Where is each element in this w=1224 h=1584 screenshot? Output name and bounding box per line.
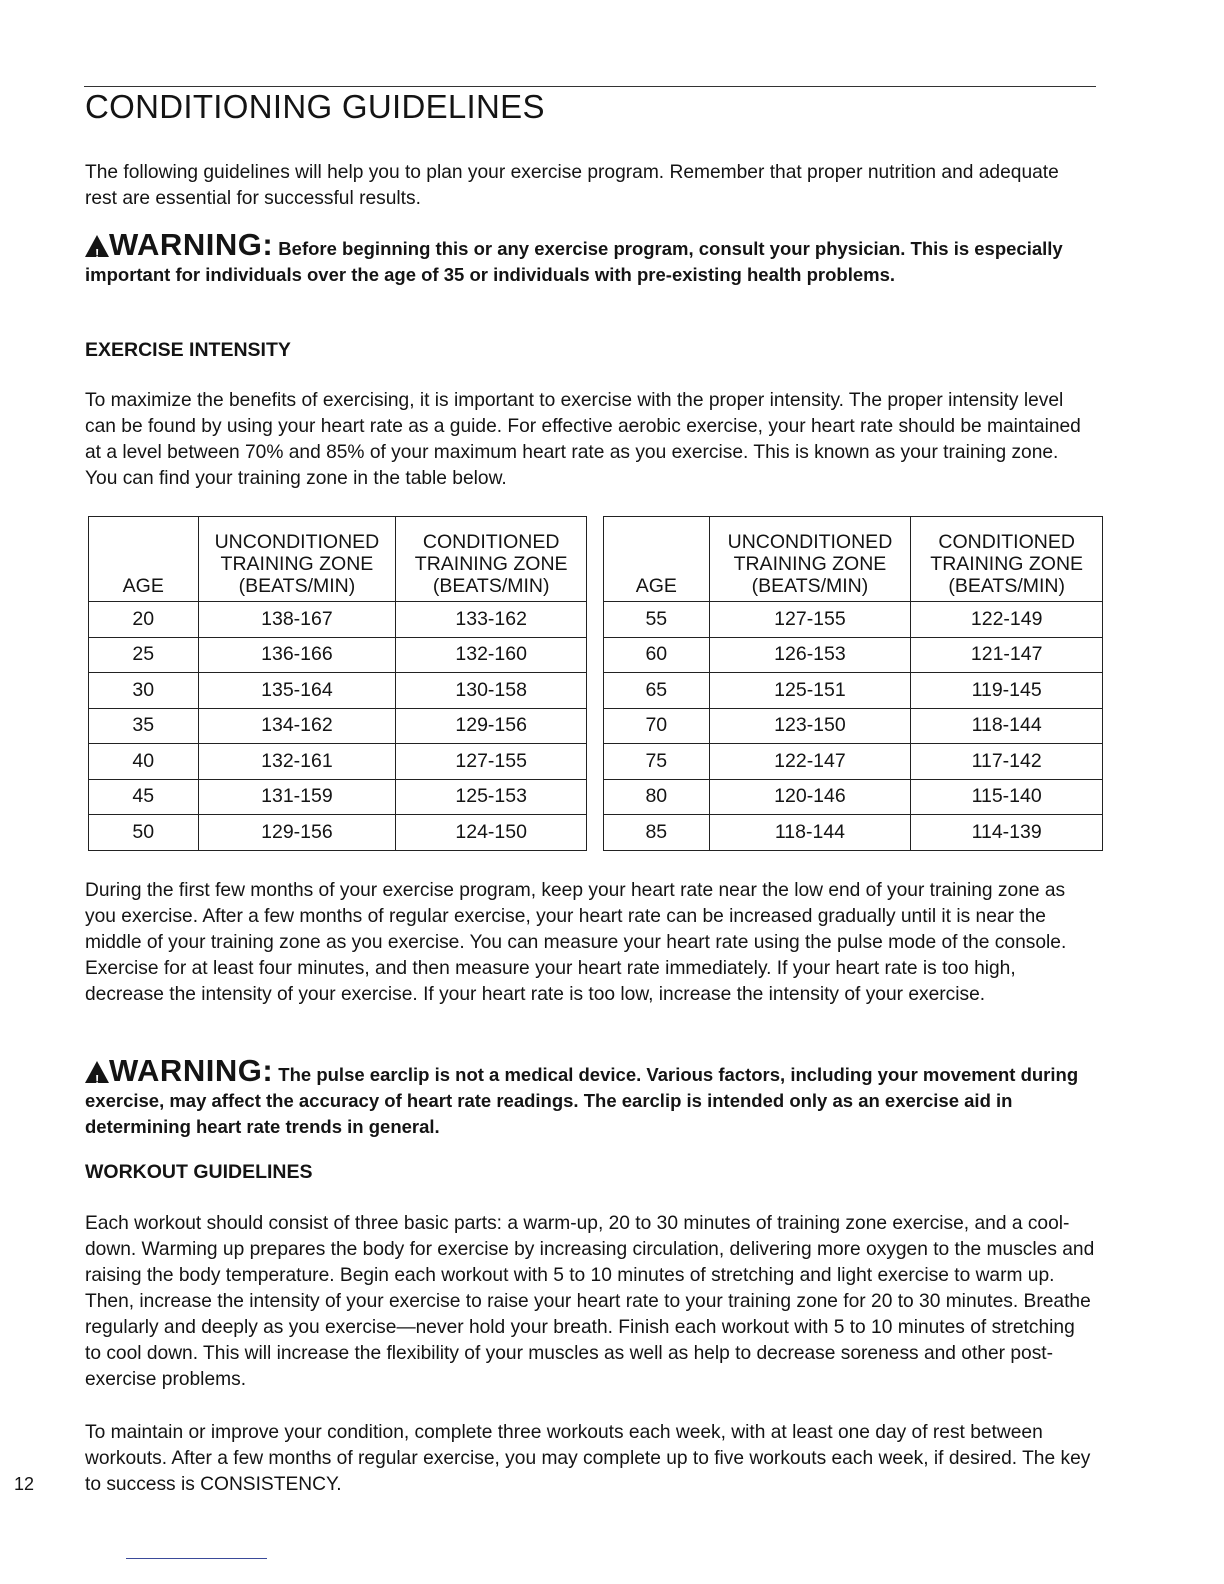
table-row xyxy=(604,673,1103,709)
conditioned-zone-cell: 114-139 xyxy=(911,815,1103,851)
table-row xyxy=(89,744,587,780)
conditioned-zone-cell: 132-160 xyxy=(396,637,587,673)
unconditioned-zone-cell: 126-153 xyxy=(709,637,911,673)
age-header: AGE xyxy=(604,517,710,602)
unconditioned-zone-cell: 120-146 xyxy=(709,779,911,815)
unconditioned-zone-cell: 136-166 xyxy=(198,637,396,673)
table-row xyxy=(604,779,1103,815)
table-row xyxy=(604,637,1103,673)
table-row xyxy=(89,673,587,709)
age-cell: 40 xyxy=(89,744,199,780)
conditioned-zone-cell: 133-162 xyxy=(396,602,587,638)
age-cell: 50 xyxy=(89,815,199,851)
conditioned-zone-cell: 115-140 xyxy=(911,779,1103,815)
warning-block-2 xyxy=(85,1053,1095,1140)
unconditioned-zone-cell: 122-147 xyxy=(709,744,911,780)
warning-triangle-icon xyxy=(85,235,109,257)
conditioned-zone-cell: 124-150 xyxy=(396,815,587,851)
conditioned-zone-cell: 130-158 xyxy=(396,673,587,709)
age-cell: 85 xyxy=(604,815,710,851)
age-cell: 80 xyxy=(604,779,710,815)
age-cell: 75 xyxy=(604,744,710,780)
training-zone-table-right xyxy=(603,516,1103,851)
table-row xyxy=(604,744,1103,780)
table-header-row xyxy=(604,517,1103,602)
age-cell: 30 xyxy=(89,673,199,709)
warning-text: The pulse earclip is not a medical device. Various factors, including your movement during exercise, may affect the accuracy of heart rate readings. The earclip is intended only as an exercise aid in determining heart rate trends in general. xyxy=(85,1064,1079,1137)
age-cell: 20 xyxy=(89,602,199,638)
page-title: CONDITIONING GUIDELINES xyxy=(85,88,545,125)
workout-guidelines-paragraph: Each workout should consist of three basic parts: a warm-up, 20 to 30 minutes of training zone exercise, and a cool-down. Warming up prepares the body for exercise by increasing circulation, delivering more oxygen to the muscles and raising the body temperature. Begin each workout with 5 to 10 minutes of stretching and light exercise to warm up. Then, increase the intensity of your exercise to raise your heart rate to your training zone for 20 to 30 minutes. Breathe regularly and deeply as you exercise—never hold your breath. Finish each workout with 5 to 10 minutes of stretching to cool down. This will increase the flexibility of your muscles as well as help to decrease soreness and other post-exercise problems. xyxy=(85,1213,1095,1390)
workout-guidelines-heading: WORKOUT GUIDELINES xyxy=(85,1161,313,1183)
unconditioned-zone-cell: 123-150 xyxy=(709,708,911,744)
unconditioned-zone-cell: 132-161 xyxy=(198,744,396,780)
unconditioned-zone-cell: 131-159 xyxy=(198,779,396,815)
table-row xyxy=(604,602,1103,638)
conditioned-zone-cell: 118-144 xyxy=(911,708,1103,744)
conditioned-zone-cell: 117-142 xyxy=(911,744,1103,780)
conditioned-header: CONDITIONED TRAINING ZONE (BEATS/MIN) xyxy=(911,517,1103,602)
top-rule xyxy=(84,86,1096,87)
age-cell: 35 xyxy=(89,708,199,744)
table-row xyxy=(89,708,587,744)
unconditioned-zone-cell: 138-167 xyxy=(198,602,396,638)
exercise-intensity-paragraph: To maximize the benefits of exercising, it is important to exercise with the proper intensity. The proper intensity level can be found by using your heart rate as a guide. For effective aerobic exercise, your heart rate should be maintained at a level between 70% and 85% of your maximum heart rate as you exercise. This is known as your training zone. You can find your training zone in the table below. xyxy=(85,390,1081,489)
unconditioned-header: UNCONDITIONED TRAINING ZONE (BEATS/MIN) xyxy=(709,517,911,602)
conditioned-zone-cell: 127-155 xyxy=(396,744,587,780)
age-cell: 60 xyxy=(604,637,710,673)
unconditioned-zone-cell: 125-151 xyxy=(709,673,911,709)
unconditioned-zone-cell: 135-164 xyxy=(198,673,396,709)
age-cell: 65 xyxy=(604,673,710,709)
after-table-paragraph: During the first few months of your exercise program, keep your heart rate near the low end of your training zone as you exercise. After a few months of regular exercise, your heart rate can be increased gradually until it is near the middle of your training zone as you exercise. You can measure your heart rate using the pulse mode of the console. Exercise for at least four minutes, and then measure your heart rate immediately. If your heart rate is too high, decrease the intensity of your exercise. If your heart rate is too low, increase the intensity of your exercise. xyxy=(85,880,1067,1005)
table-row xyxy=(89,637,587,673)
warning-label: WARNING: xyxy=(109,1053,274,1088)
conditioned-header: CONDITIONED TRAINING ZONE (BEATS/MIN) xyxy=(396,517,587,602)
conditioned-zone-cell: 125-153 xyxy=(396,779,587,815)
footer-rule xyxy=(126,1558,267,1559)
unconditioned-header: UNCONDITIONED TRAINING ZONE (BEATS/MIN) xyxy=(198,517,396,602)
age-cell: 45 xyxy=(89,779,199,815)
warning-label: WARNING: xyxy=(109,227,274,262)
exercise-intensity-heading: EXERCISE INTENSITY xyxy=(85,339,291,361)
warning-text: Before beginning this or any exercise program, consult your physician. This is especially important for individuals over the age of 35 or individuals with pre-existing health problems. xyxy=(85,238,1063,285)
table-row xyxy=(604,815,1103,851)
conditioned-zone-cell: 122-149 xyxy=(911,602,1103,638)
table-row xyxy=(89,602,587,638)
age-header: AGE xyxy=(89,517,199,602)
table-row xyxy=(604,708,1103,744)
intro-paragraph: The following guidelines will help you to plan your exercise program. Remember that proper nutrition and adequate rest are essential for successful results. xyxy=(85,162,1059,209)
unconditioned-zone-cell: 118-144 xyxy=(709,815,911,851)
age-cell: 70 xyxy=(604,708,710,744)
consistency-paragraph: To maintain or improve your condition, complete three workouts each week, with at least one day of rest between workouts. After a few months of regular exercise, you may complete up to five workouts each week, if desired. The key to success is CONSISTENCY. xyxy=(85,1422,1091,1495)
table-row xyxy=(89,779,587,815)
unconditioned-zone-cell: 127-155 xyxy=(709,602,911,638)
table-row xyxy=(89,815,587,851)
table-header-row xyxy=(89,517,587,602)
warning-block-1 xyxy=(85,227,1095,288)
age-cell: 55 xyxy=(604,602,710,638)
unconditioned-zone-cell: 134-162 xyxy=(198,708,396,744)
conditioned-zone-cell: 121-147 xyxy=(911,637,1103,673)
age-cell: 25 xyxy=(89,637,199,673)
conditioned-zone-cell: 129-156 xyxy=(396,708,587,744)
conditioned-zone-cell: 119-145 xyxy=(911,673,1103,709)
warning-triangle-icon xyxy=(85,1061,109,1083)
training-zone-table-left xyxy=(88,516,587,851)
unconditioned-zone-cell: 129-156 xyxy=(198,815,396,851)
page-number: 12 xyxy=(14,1474,35,1494)
